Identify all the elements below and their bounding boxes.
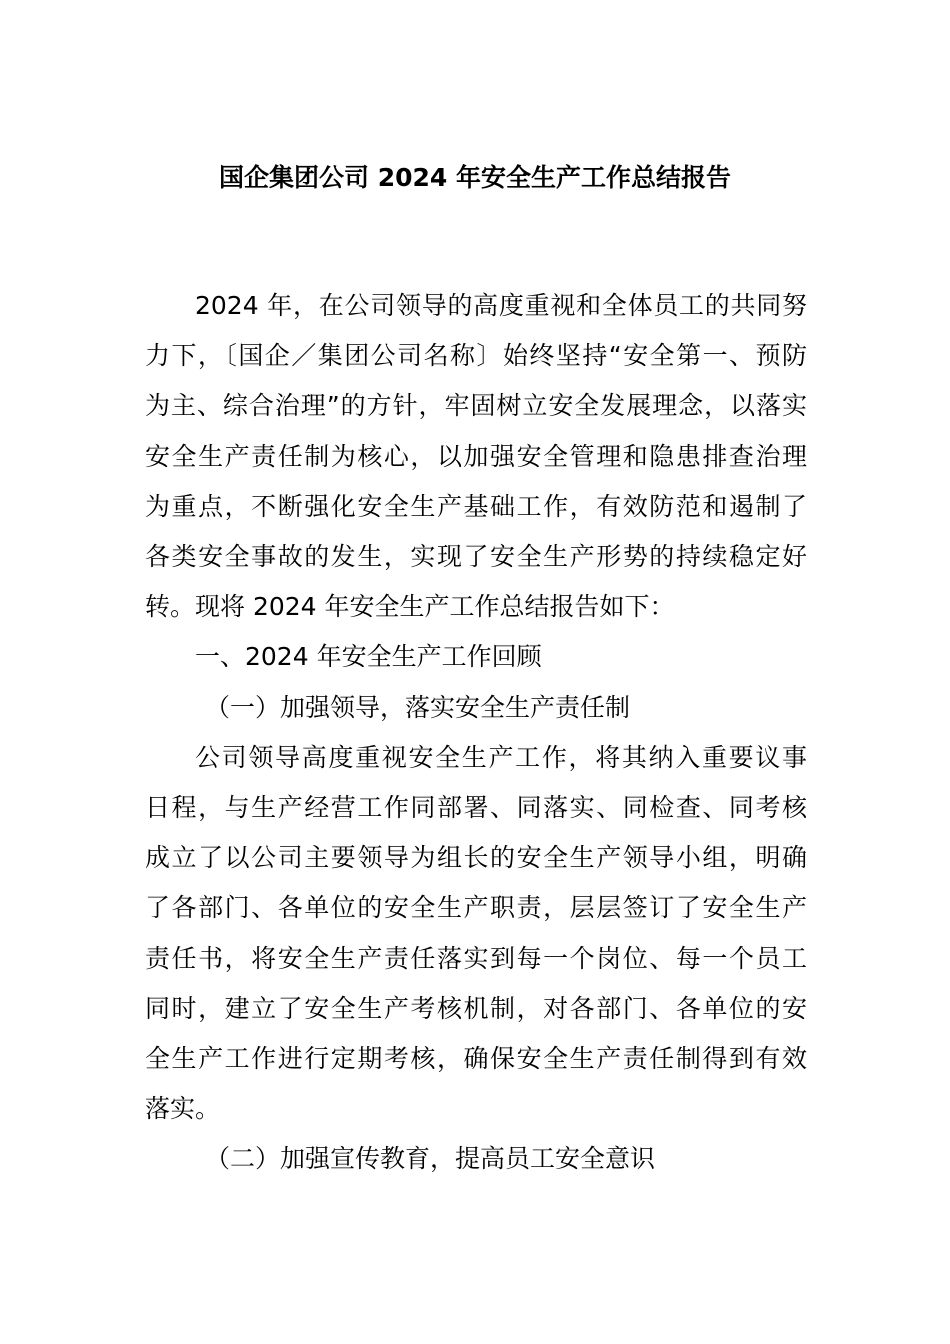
paragraph-line: 公司领导高度重视安全生产工作，将其纳入重要议事: [195, 742, 807, 772]
paragraph-line: 力下，〔国企／集团公司名称〕始终坚持“安全第一、预防: [145, 341, 807, 371]
paragraph-line: 为重点，不断强化安全生产基础工作，有效防范和遏制了: [145, 491, 807, 521]
paragraph-line: 日程，与生产经营工作同部署、同落实、同检查、同考核: [145, 793, 807, 823]
paragraph-line: 各类安全事故的发生，实现了安全生产形势的持续稳定好: [145, 542, 807, 572]
paragraph-line: 落实。: [145, 1094, 221, 1124]
paragraph-line: 责任书，将安全生产责任落实到每一个岗位、每一个员工: [145, 943, 807, 973]
paragraph-line: 安全生产责任制为核心，以加强安全管理和隐患排查治理: [145, 441, 807, 471]
subsection-paragraph: [145, 733, 807, 1135]
paragraph-line: 转。现将 2024 年安全生产工作总结报告如下：: [145, 592, 675, 622]
paragraph-line: 了各部门、各单位的安全生产职责，层层签订了安全生产: [145, 893, 807, 923]
intro-paragraph: [145, 281, 807, 632]
paragraph-line: 为主、综合治理”的方针，牢固树立安全发展理念，以落实: [145, 391, 807, 421]
paragraph-line: 全生产工作进行定期考核，确保安全生产责任制得到有效: [145, 1044, 807, 1074]
subsection-heading: （二）加强宣传教育，提高员工安全意识: [205, 1144, 656, 1174]
document-title: 国企集团公司 2024 年安全生产工作总结报告: [219, 163, 731, 192]
paragraph-line: 同时，建立了安全生产考核机制，对各部门、各单位的安: [145, 993, 807, 1023]
section-heading: 一、2024 年安全生产工作回顾: [195, 642, 542, 672]
paragraph-line: 2024 年，在公司领导的高度重视和全体员工的共同努: [195, 291, 807, 320]
subsection-heading: （一）加强领导，落实安全生产责任制: [205, 692, 631, 722]
paragraph-line: 成立了以公司主要领导为组长的安全生产领导小组，明确: [145, 843, 807, 873]
document-body: [145, 281, 807, 1185]
